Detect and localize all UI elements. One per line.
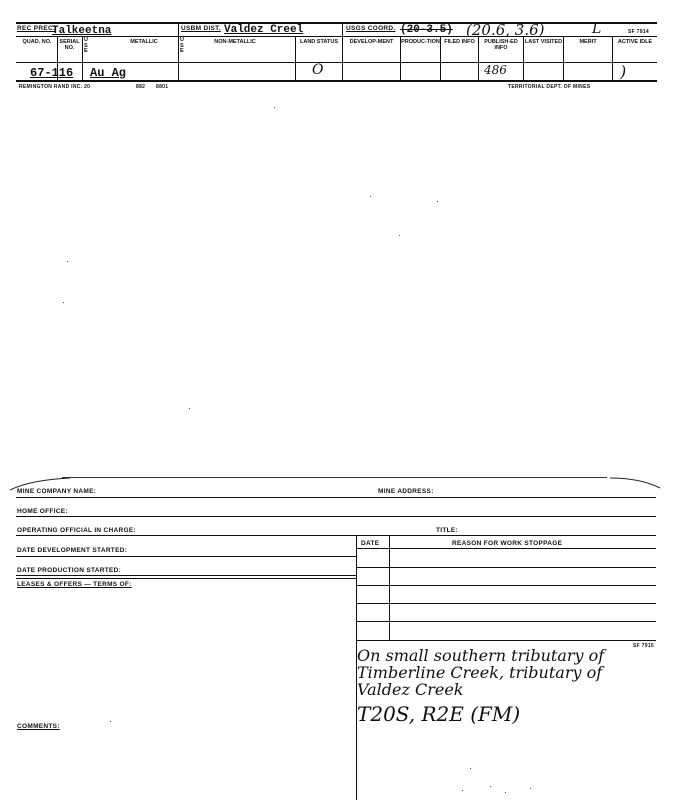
speck [530,788,531,789]
speck [67,261,68,262]
date-col-label: DATE [361,540,380,547]
col-land-status: LAND STATUS [300,39,338,45]
land-status-value: O [312,62,324,78]
note-line-3: Valdez Creek [357,680,464,699]
operating-official-label: OPERATING OFFICIAL IN CHARGE: [17,527,136,534]
footer-code2: 8801 [156,84,169,90]
leases-label: LEASES & OFFERS — TERMS OF: [17,581,132,588]
col-nonmetallic-prefix: U S E [180,37,184,54]
speck [470,768,471,769]
note-line-1: On small southern tributary of [357,646,605,665]
usgs-coord-label: USGS COORD. [346,25,396,32]
footer-left: REMINGTON RAND INC. 20 [19,84,91,90]
col-production: PRODUC-TION [401,39,440,45]
speck [189,408,190,409]
speck [505,792,506,793]
speck [490,786,491,787]
col-development: DEVELOP-MENT [349,39,394,45]
form-number-top: SF 7914 [628,29,650,35]
col-filed-info: FILED INFO [444,39,475,45]
active-idle-value: ) [620,62,627,81]
speck [370,196,371,197]
rec-prec-label: REC PREC. [17,25,56,32]
mine-address-label: MINE ADDRESS: [378,488,434,495]
note-line-2: Timberline Creek, tributary of [357,663,603,682]
usbm-dist-value: Valdez Creel [224,24,304,36]
speck [399,235,400,236]
mine-company-label: MINE COMPANY NAME: [17,488,97,495]
home-office-label: HOME OFFICE: [17,508,68,515]
col-serial-no: SERIAL NO. [59,39,80,51]
col-nonmetallic: NON-METALLIC [214,39,256,45]
speck [110,721,111,722]
form-number-bottom: SF 7915 [633,643,655,649]
speck [462,790,463,791]
date-prod-label: DATE PRODUCTION STARTED: [17,567,122,574]
usgs-coord-value: (20.6, 3.6) [466,21,545,39]
rec-prec-value: Talkeetna [52,25,112,37]
speck [274,107,275,108]
speck [63,302,64,303]
col-merit: MERIT [579,39,597,45]
reason-col-label: REASON FOR WORK STOPPAGE [452,540,563,547]
card-edge [10,470,670,495]
col-metallic: METALLIC [130,39,158,45]
title-label: TITLE: [436,527,459,534]
col-published-info: PUBLISH-ED INFO [484,39,518,51]
usgs-coord-mark: L [592,21,602,37]
speck [437,201,438,202]
date-dev-label: DATE DEVELOPMENT STARTED: [17,547,128,554]
col-metallic-prefix: U S E [84,37,88,54]
usbm-dist-label: USBM DIST. [181,25,221,32]
footer-code1: 882 [136,84,146,90]
handwritten-note [357,647,604,698]
comments-label: COMMENTS: [17,723,60,730]
note-line-4: T20S, R2E (FM) [357,702,521,726]
metallic-value: Au Ag [90,66,127,80]
col-quad-no: QUAD. NO. [22,39,52,45]
quad-serial-value: 67-116 [30,66,74,80]
usgs-coord-struck: (20-3.5) [400,24,453,36]
footer-right: TERRITORIAL DEPT. OF MINES [508,84,591,90]
col-last-visited: LAST VISITED [524,39,563,45]
col-active-idle: ACTIVE IDLE [617,39,653,45]
published-info-value: 486 [484,63,507,77]
